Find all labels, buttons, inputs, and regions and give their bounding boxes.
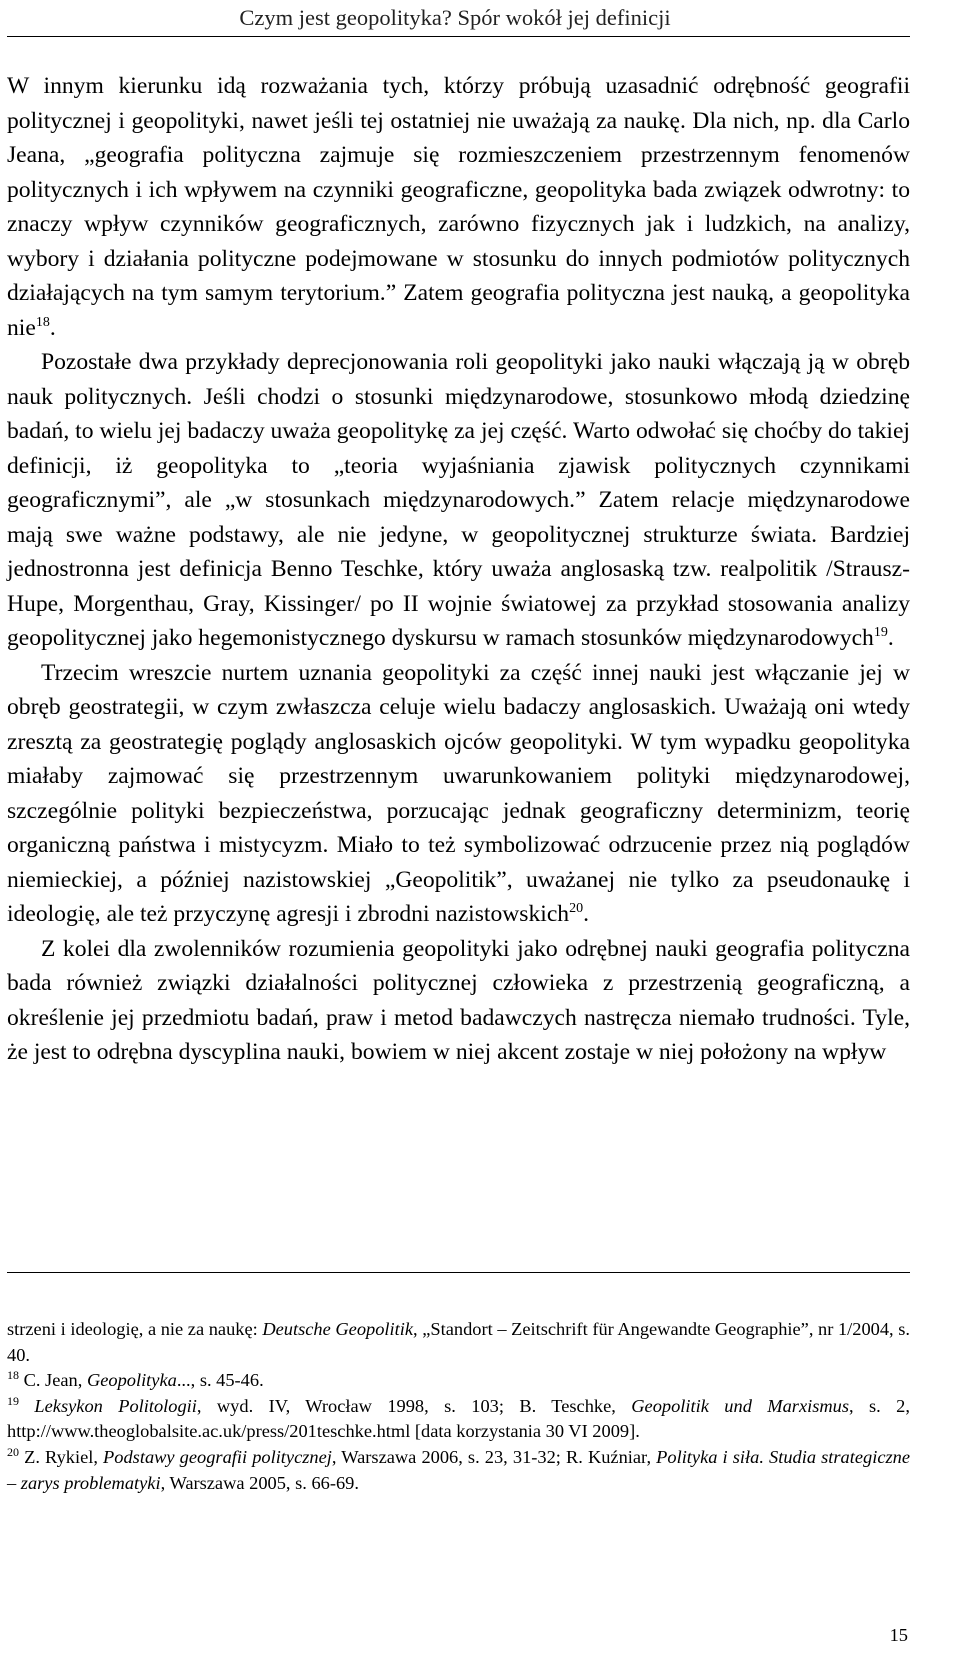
footnote-title: Geopolitik und Marxismus [631, 1395, 850, 1416]
footnote-text: , Warszawa 2006, s. 23, 31-32; R. Kuźniar, [331, 1446, 657, 1467]
footnote-20 [7, 1445, 910, 1496]
footnote-continuation [7, 1317, 910, 1368]
footnote-18 [7, 1368, 910, 1394]
footnote-title: Geopolityka [86, 1370, 177, 1391]
footnote-text: C. Jean, [19, 1370, 87, 1391]
footnote-number: 19 [7, 1393, 19, 1408]
paragraph-text: Trzecim wreszcie nurtem uznania geopolityki za część innej nauki jest włączanie jej w obręb geostrategii, w czym zwłaszcza celuje wielu badaczy anglosaskich. Uważają oni wtedy zresztą za geostrategię poglądy anglosaskich ojców geopolityki. W tym wypadku geopolityka miałaby zajmować się przestrzennym uwarunkowaniem polityki międzynarodowej, szczególnie polityki bezpieczeństwa, porzucając jednak geograficzny determinizm, teorię organiczną państwa i mistycyzm. Miało to też symbolizować odrzucenie przez nią poglądów niemieckiej, a później nazistowskiej „Geopolitik”, uważanej nie tylko za pseudonaukę i ideologię, ale też przyczynę agresji i zbrodni nazistowskich [7, 659, 910, 927]
footnotes [7, 1317, 910, 1496]
footnote-number: 18 [7, 1368, 19, 1383]
footnote-text: , wyd. IV, Wrocław 1998, s. 103; B. Teschke, [196, 1395, 632, 1416]
paragraph-2 [7, 345, 910, 656]
page-number: 15 [889, 1625, 908, 1645]
footnote-text: , s. 2, http://www.theoglobalsite.ac.uk/press/201teschke.html [data korzystania 30 VI 2009]. [7, 1395, 910, 1442]
footnote-title: Podstawy geografii politycznej [103, 1446, 332, 1467]
footnote-19 [7, 1394, 910, 1445]
paragraph-text: Z kolei dla zwolenników rozumienia geopolityki jako odrębnej nauki geografia polityczna bada również związki działalności politycznej człowieka z przestrzenią geograficzną, a określenie jej przedmiotu badań, praw i metod badawczych nastręcza niemało trudności. Tyle, że jest to odrębna dyscyplina nauki, bowiem w niej akcent zostaje w niej położony na wpływ [7, 935, 910, 1065]
footnote-text: strzeni i ideologię, a nie za naukę: [7, 1319, 263, 1339]
paragraph-text: W innym kierunku idą rozważania tych, którzy próbują uzasadnić odrębność geografii politycznej i geopolityki, nawet jeśli tej ostatniej nie uważają za naukę. Dla nich, np. dla Carlo Jeana, „geografia polityczna zajmuje się rozmieszczeniem przestrzennym fenomenów politycznych i ich wpływem na czynniki geograficzne, geopolityka bada związek odwrotny: to znaczy wpływ czynników geograficznych, zarówno fizycznych jak i ludzkich, na analizy, wybory i działania polityczne podejmowane w stosunku do innych podmiotów politycznych działających na tym samym terytorium.” Zatem geografia polityczna jest nauką, a geopolityka nie [7, 73, 910, 341]
footnote-title: Deutsche Geopolitik [262, 1319, 414, 1339]
paragraph-4 [7, 932, 910, 1070]
footnote-ref-20[interactable]: 20 [569, 901, 584, 916]
paragraph-text-end: . [887, 625, 894, 651]
running-header: Czym jest geopolityka? Spór wokół jej definicji [239, 5, 671, 30]
paragraph-text-end: . [49, 314, 56, 341]
paragraph-text: Pozostałe dwa przykłady deprecjonowania roli geopolityki jako nauki włączają ją w obręb nauk politycznych. Jeśli chodzi o stosunki międzynarodowe, stosunkowo młodą dziedzinę badań, to wielu jej badaczy uważa geopolitykę za jej część. Warto odwołać się choćby do takiej definicji, iż geopolityka to „teoria wyjaśniania zjawisk politycznych czynnikami geograficznymi”, ale „w stosunkach międzynarodowych.” Zatem relacje międzynarodowe mają swe ważne podstawy, ale nie jedyne, w geopolitycznej strukturze świata. Bardziej jednostronna jest definicja Benno Teschke, który uważa anglosaską tzw. realpolitik /Strausz-Hupe, Morgenthau, Gray, Kissinger/ po II wojnie światowej za przykład stosowania analizy geopolitycznej jako hegemonistycznego dyskursu w ramach stosunków międzynarodowych [7, 349, 910, 651]
paragraph-3 [7, 656, 910, 932]
footnote-title: Leksykon Politologii [34, 1395, 197, 1416]
footnote-ref-19[interactable]: 19 [873, 625, 888, 640]
footnote-title: Polityka i siła. Studia strategiczne – zarys problematyki [7, 1446, 910, 1493]
footnote-text: Z. Rykiel, [19, 1446, 104, 1467]
main-text [7, 69, 910, 1070]
footnote-number: 20 [7, 1444, 19, 1459]
footnote-divider [7, 1272, 910, 1273]
paragraph-text-end: . [583, 901, 590, 927]
footnote-text: ..., s. 45-46. [176, 1370, 264, 1391]
paragraph-1 [7, 69, 910, 345]
footnote-ref-18[interactable]: 18 [35, 314, 50, 330]
header-divider [7, 36, 910, 37]
footnote-text: , Warszawa 2005, s. 66-69. [160, 1472, 359, 1493]
footnote-text: , „Standort – Zeitschrift für Angewandte Geographie”, nr 1/2004, s. 40. [7, 1319, 910, 1365]
